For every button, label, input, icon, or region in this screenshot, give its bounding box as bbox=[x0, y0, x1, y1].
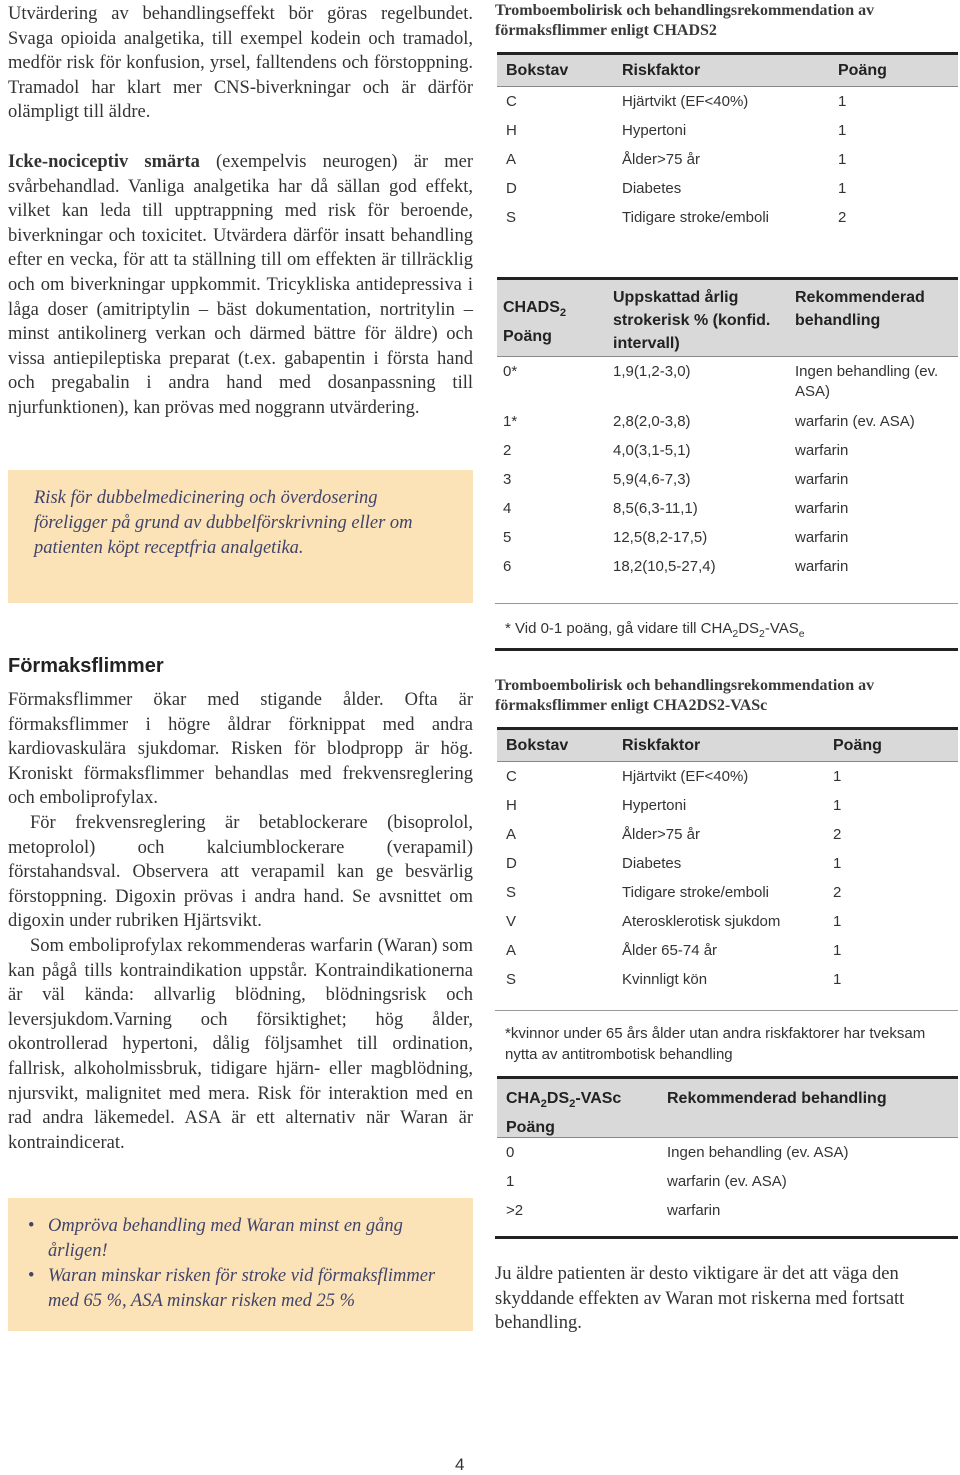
cell-letter: A bbox=[506, 151, 517, 168]
header-poang: Poäng bbox=[833, 736, 882, 754]
cell-riskfactor: Tidigare stroke/emboli bbox=[622, 209, 770, 226]
table-header bbox=[497, 727, 958, 762]
cell-riskfactor: Hjärtvikt (EF<40%) bbox=[622, 768, 749, 785]
cell-riskfactor: Hypertoni bbox=[622, 122, 687, 139]
footnote-text: -VAS bbox=[764, 620, 799, 637]
cell-score: 4 bbox=[503, 500, 512, 517]
table-row bbox=[497, 1196, 958, 1225]
paragraph-af-1: Förmaksflimmer ökar med stigande ålder. Ofta är förmaksflimmer i högre åldrar förknippat med andra kardiovaskulära sjukdomar. Risken för blodpropp är hög. Kroniskt förmaksflimmer behandlas med frekvensreglering och emboliprofylax. bbox=[8, 690, 473, 809]
warning-box bbox=[8, 470, 473, 603]
cell-points: 2 bbox=[838, 209, 847, 226]
cell-points: 1 bbox=[833, 942, 842, 959]
header-bokstav: Bokstav bbox=[506, 61, 569, 79]
vasc-recommendation-table bbox=[497, 1076, 958, 1225]
cell-treatment: Ingen behandling (ev. ASA) bbox=[667, 1144, 849, 1161]
recommendation-list bbox=[28, 1214, 453, 1314]
chads2-caption: Tromboembolirisk och behandlingsrekommendation av förmaksflimmer enligt CHADS2 bbox=[495, 2, 875, 39]
table-header bbox=[497, 52, 958, 87]
table-row bbox=[497, 907, 958, 936]
table-row bbox=[497, 849, 958, 878]
vasc-caption: Tromboembolirisk och behandlingsrekommendation av förmaksflimmer enligt CHA2DS2-VASc bbox=[495, 677, 875, 714]
header-chads2-score bbox=[497, 286, 613, 349]
table-row bbox=[497, 494, 958, 523]
header-vasc-label: DS bbox=[546, 1090, 570, 1107]
cell-letter: S bbox=[506, 884, 517, 901]
cell-riskfactor: Kvinnligt kön bbox=[622, 971, 708, 988]
footnote-sub: 2 bbox=[732, 628, 739, 640]
table-row bbox=[497, 116, 958, 145]
cell-letter: S bbox=[506, 209, 517, 226]
cell-letter: A bbox=[506, 826, 517, 843]
table-header bbox=[497, 1076, 958, 1138]
table-row bbox=[497, 1167, 958, 1196]
cell-letter: C bbox=[506, 768, 517, 785]
vasc-footnote: *kvinnor under 65 års ålder utan andra riskfaktorer har tveksam nytta av antitrombotisk behandling bbox=[505, 1025, 926, 1063]
cell-letter: H bbox=[506, 797, 517, 814]
header-rekommenderad: Rekommenderad behandling bbox=[795, 289, 925, 329]
cell-treatment: warfarin (ev. ASA) bbox=[795, 413, 915, 430]
cell-points: 1 bbox=[838, 122, 847, 139]
vasc-table bbox=[497, 727, 958, 994]
cell-risk: 5,9(4,6-7,3) bbox=[613, 471, 691, 488]
cell-points: 2 bbox=[833, 826, 842, 843]
cell-treatment: warfarin bbox=[795, 442, 849, 459]
cell-letter: D bbox=[506, 180, 517, 197]
cell-points: 1 bbox=[833, 768, 842, 785]
footnote-text: DS bbox=[738, 620, 760, 637]
header-chads2-subscript: 2 bbox=[559, 307, 567, 320]
cell-letter: V bbox=[506, 913, 517, 930]
header-riskfaktor: Riskfaktor bbox=[622, 61, 701, 79]
paragraph-af-2: För frekvensreglering är betablockerare (bisoprolol, metoprolol) och kalciumblockerare (verapamil) förstahandsval. Observera att verapamil kan ge besvärlig förstoppning. Digoxin prövas i andra hand. Se avsnittet om digoxin under rubriken Hjärtsvikt. bbox=[8, 812, 473, 932]
table-row bbox=[497, 174, 958, 203]
cell-riskfactor: Ålder>75 år bbox=[622, 151, 700, 168]
term-non-nociceptive: Icke-nociceptiv smärta bbox=[8, 151, 200, 172]
footnote-sub: 2 bbox=[759, 628, 765, 640]
cell-riskfactor: Aterosklerotisk sjukdom bbox=[622, 913, 781, 930]
cell-letter: D bbox=[506, 855, 517, 872]
cell-risk: 8,5(6,3-11,1) bbox=[613, 500, 698, 517]
paragraph-af-3: Som emboliprofylax rekommenderas warfarin (Waran) som kan pågå tills kontraindikation uppstår. Kontraindikationerna är väl kända: allvarlig blödning, blödningsrisk och leversjukdom.Varning och försiktighet; hög ålder, okontrollerad hypertoni, dålig följsamhet till ordination, fallrisk, alkoholmissbruk, tidigare hjärn- eller magblödning, njursvikt, malignitet med mera. Risk för interaktion med en rad andra läkemedel. ASA är ett alternativ när Waran är kontraindicerat. bbox=[8, 935, 473, 1153]
header-vasc-subscript: 2 bbox=[569, 1098, 576, 1111]
cell-points: 1 bbox=[833, 797, 842, 814]
cell-score: 0* bbox=[503, 363, 518, 380]
cell-points: 1 bbox=[838, 151, 847, 168]
table-row bbox=[497, 145, 958, 174]
cell-treatment: warfarin bbox=[795, 471, 849, 488]
header-vasc-label: CHA bbox=[506, 1090, 541, 1107]
paragraph-analgetics: Utvärdering av behandlingseffekt bör göras regelbundet. Svaga opioida analgetika, till exempel kodein och tramadol, medför risk för konfusion, yrsel, falltendens och förstoppning. Tramadol har klart mer CNS-biverkningar och är därför olämpligt till äldre. bbox=[8, 4, 473, 123]
cell-riskfactor: Hjärtvikt (EF<40%) bbox=[622, 93, 749, 110]
cell-treatment: warfarin (ev. ASA) bbox=[667, 1173, 787, 1190]
chads2-footnote bbox=[505, 618, 805, 645]
cell-points: 1 bbox=[838, 93, 847, 110]
cell-riskfactor: Diabetes bbox=[622, 180, 682, 197]
table-row bbox=[497, 936, 958, 965]
cell-score: 1 bbox=[506, 1173, 515, 1190]
cell-treatment: warfarin bbox=[667, 1202, 721, 1219]
header-vasc-label: -VASc bbox=[575, 1090, 622, 1107]
cell-score: 6 bbox=[503, 558, 512, 575]
table-row bbox=[497, 762, 958, 791]
cell-risk: 18,2(10,5-27,4) bbox=[613, 558, 716, 575]
recommendation-box bbox=[8, 1198, 473, 1331]
chads2-table bbox=[497, 52, 958, 232]
cell-score: 0 bbox=[506, 1144, 515, 1161]
section-formaksflimmer bbox=[8, 655, 473, 1155]
paragraph-non-nociceptive bbox=[8, 150, 473, 421]
table-row bbox=[497, 407, 958, 436]
table-row bbox=[497, 203, 958, 232]
cell-risk: 2,8(2,0-3,8) bbox=[613, 413, 691, 430]
header-vasc-poang: Poäng bbox=[506, 1119, 555, 1137]
cell-points: 1 bbox=[833, 913, 842, 930]
cell-treatment: Ingen behandling (ev. ASA) bbox=[795, 363, 939, 400]
cell-risk: 4,0(3,1-5,1) bbox=[613, 442, 691, 459]
cell-points: 2 bbox=[833, 884, 842, 901]
cell-score: 1* bbox=[503, 413, 518, 430]
cell-treatment: warfarin bbox=[795, 500, 849, 517]
table-row bbox=[497, 436, 958, 465]
cell-score: 2 bbox=[503, 442, 512, 459]
table-row bbox=[497, 552, 958, 581]
header-chads2-label: CHADS bbox=[503, 299, 560, 316]
cell-score: 5 bbox=[503, 529, 512, 546]
cell-points: 1 bbox=[838, 180, 847, 197]
cell-riskfactor: Diabetes bbox=[622, 855, 682, 872]
cell-risk: 12,5(8,2-17,5) bbox=[613, 529, 708, 546]
cell-riskfactor: Hypertoni bbox=[622, 797, 687, 814]
cell-points: 1 bbox=[833, 855, 842, 872]
header-bokstav: Bokstav bbox=[506, 736, 569, 754]
table-row bbox=[497, 465, 958, 494]
footnote-text: * Vid 0-1 poäng, gå vidare till CHA bbox=[505, 620, 733, 637]
paragraph-non-nociceptive-body: (exempelvis neurogen) är mer svårbehandlad. Vanliga analgetika har då sällan god effekt, vilket kan leda till upptrappning med risk för beroende, biverkningar och toxicitet. Utvärdera därför insatt behandling efter en vecka, för att ta ställning till om effekten är tillräcklig och om biverkningar uppkommit. Tricykliska antidepressiva i låga doser (amitriptylin – bäst dokumentation, nortritylin – minst antikolinerg verkan och därmed bättre för äldre) och vissa antiepileptiska preparat (t.ex. gabapentin i första hand och pregabalin i andra hand med dosanpassning till njurfunktionen), kan prövas med noggrann utvärdering. bbox=[8, 151, 473, 418]
table-header bbox=[497, 277, 958, 357]
list-item: • Ompröva behandling med Waran minst en gång årligen! bbox=[28, 1214, 453, 1264]
intro-text bbox=[8, 2, 473, 421]
header-chads2-poang: Poäng bbox=[503, 328, 552, 346]
table-row bbox=[497, 1138, 958, 1167]
closing-paragraph: Ju äldre patienten är desto viktigare är det att väga den skyddande effekten av Waran mot riskerna med fortsatt behandling. bbox=[495, 1264, 905, 1334]
cell-riskfactor: Ålder 65-74 år bbox=[622, 942, 718, 959]
table-row bbox=[497, 820, 958, 849]
section-body bbox=[8, 688, 473, 1155]
page-number: 4 bbox=[455, 1455, 465, 1474]
header-riskfaktor: Riskfaktor bbox=[622, 736, 701, 754]
header-poang: Poäng bbox=[838, 61, 887, 79]
header-vasc-subscript: 2 bbox=[540, 1098, 547, 1111]
vasc-table-bottom-rule bbox=[495, 1236, 958, 1239]
cell-score: 3 bbox=[503, 471, 512, 488]
cell-risk: 1,9(1,2-3,0) bbox=[613, 363, 691, 380]
cell-letter: S bbox=[506, 971, 517, 988]
table-row bbox=[497, 523, 958, 552]
cell-letter: A bbox=[506, 942, 517, 959]
cell-points: 1 bbox=[833, 971, 842, 988]
cell-letter: H bbox=[506, 122, 517, 139]
cell-letter: C bbox=[506, 93, 517, 110]
table-row bbox=[497, 87, 958, 116]
warning-text: Risk för dubbelmedicinering och överdosering föreligger på grund av dubbelförskrivning eller om patienten köpt receptfria analgetika. bbox=[34, 488, 413, 558]
cell-riskfactor: Ålder>75 år bbox=[622, 826, 700, 843]
table-row bbox=[497, 878, 958, 907]
header-rekommenderad: Rekommenderad behandling bbox=[667, 1090, 887, 1107]
table-row bbox=[497, 965, 958, 994]
cell-treatment: warfarin bbox=[795, 529, 849, 546]
header-vasc-score bbox=[497, 1087, 667, 1140]
list-item: • Waran minskar risken för stroke vid förmaksflimmer med 65 %, ASA minskar risken med 25 % bbox=[28, 1264, 453, 1314]
cell-score: >2 bbox=[506, 1202, 524, 1219]
section-heading: Förmaksflimmer bbox=[8, 655, 164, 677]
table-row bbox=[497, 791, 958, 820]
table-row bbox=[497, 357, 958, 407]
cell-riskfactor: Tidigare stroke/emboli bbox=[622, 884, 770, 901]
header-strokerisk: Uppskattad årlig strokerisk % (konfid. intervall) bbox=[613, 289, 771, 352]
chads2-recommendation-table bbox=[497, 277, 958, 581]
cell-treatment: warfarin bbox=[795, 558, 849, 575]
footnote-sub: e bbox=[798, 628, 805, 640]
